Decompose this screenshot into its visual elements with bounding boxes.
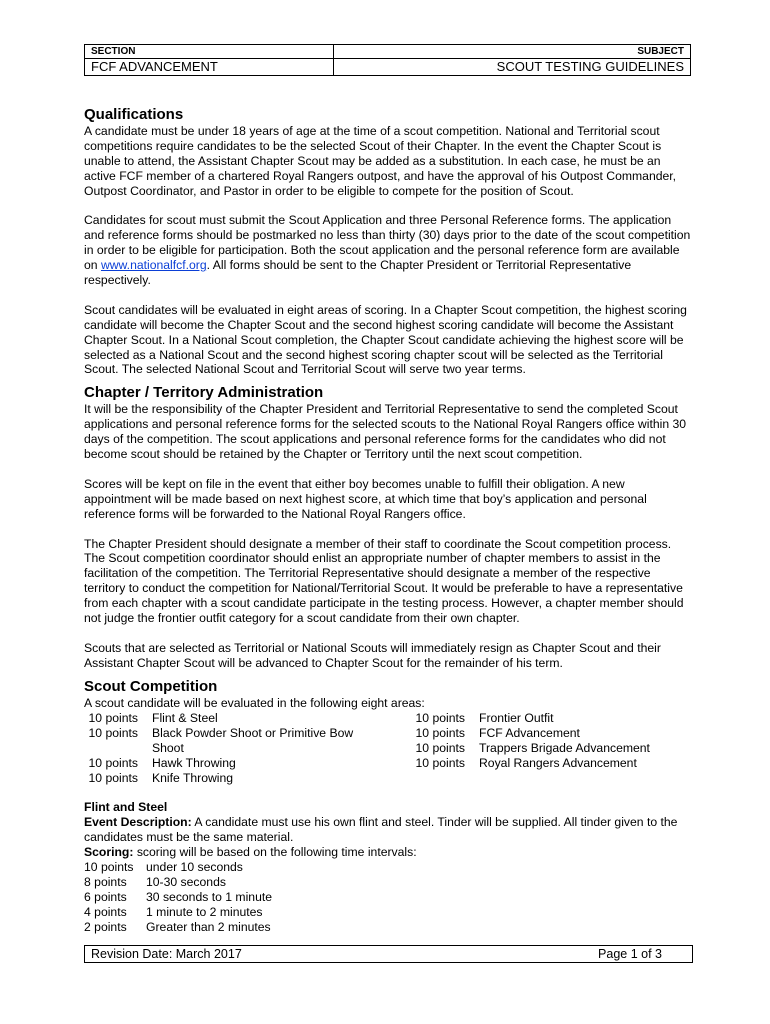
section-label: SECTION [85,45,334,59]
flint-heading: Flint and Steel [84,800,168,815]
area-points: 10 points [88,710,138,725]
header-table [84,44,691,76]
scoring-label: Scoring: [84,845,134,860]
area-points: 10 points [415,740,465,755]
time-points: 8 points [84,874,127,889]
area-item [84,726,353,741]
time-interval: Greater than 2 minutes [146,919,271,934]
revision-date: Revision Date: March 2017 [91,947,242,961]
time-row [84,875,692,890]
area-points: 10 points [88,755,138,770]
area-name: Royal Rangers Advancement [479,755,637,770]
time-row [84,920,692,935]
area-name: Trappers Brigade Advancement [479,740,650,755]
qualifications-p2-text-before: Candidates for scout must submit the Scout Application and three Personal Reference forms. The application and reference forms should be postmarked no less than thirty (30) days prior to the date of the scout competition in order to be eligible for participation. Both the scout application and the personal reference form are available on [84,213,691,273]
area-name: Frontier Outfit [479,710,554,725]
area-name: Knife Throwing [152,770,234,785]
time-interval: 10-30 seconds [146,874,226,889]
area-points: 10 points [415,755,465,770]
event-description-text: A candidate must use his own flint and steel. Tinder will be supplied. All tinder given to the candidates must be the same material. [84,815,678,845]
time-points: 6 points [84,889,127,904]
area-item [84,756,236,771]
time-interval: 1 minute to 2 minutes [146,904,263,919]
area-name: Flint & Steel [152,710,218,725]
chapter-heading: Chapter / Territory Administration [84,384,324,402]
scoring-areas [84,711,692,786]
flint-event-description [84,815,692,845]
competition-intro: A scout candidate will be evaluated in the following eight areas: [84,695,425,710]
chapter-paragraph-1: It will be the responsibility of the Chapter President and Territorial Representative to send the completed Scout applications and personal reference forms for the selected scouts to the National Royal Rangers office within 30 days of the competition. The scout applications and personal reference forms for the candidates who did not become scout should be retained by the Chapter or Territory until the next scout competition. [84,402,687,462]
time-points: 2 points [84,919,127,934]
subject-value: SCOUT TESTING GUIDELINES [334,59,691,76]
area-name: FCF Advancement [479,725,580,740]
area-name: Shoot [152,740,184,755]
area-points: 10 points [415,710,465,725]
area-item [411,756,637,771]
area-item [411,711,554,726]
time-interval: under 10 seconds [146,860,243,875]
time-row [84,860,692,875]
time-interval: 30 seconds to 1 minute [146,889,273,904]
qualifications-heading: Qualifications [84,106,184,123]
chapter-paragraph-2: Scores will be kept on file in the event that either boy becomes unable to fulfill their obligation. A new appointment will be made based on next highest score, at which time that boy’s application and personal reference forms will be forwarded to the National Royal Rangers office. [84,476,647,521]
qualifications-paragraph-3: Scout candidates will be evaluated in eight areas of scoring. In a Chapter Scout competition, the highest scoring candidate will become the Chapter Scout and the second highest scoring candidate will become the Assistant Chapter Scout. In a National Scout completion, the Chapter Scout candidate achieving the highest score will be selected as a National Scout and the second highest scoring chapter scout will be selected as the Territorial Scout. The selected National Scout and Territorial Scout will serve two year terms. [84,302,687,377]
nationalfcf-link[interactable]: www.nationalfcf.org [100,258,207,273]
area-points: 10 points [415,725,465,740]
area-item [84,741,184,756]
chapter-paragraph-4: Scouts that are selected as Territorial or National Scouts will immediately resign as Chapter Scout and their Assistant Chapter Scout will be advanced to Chapter Scout for the remainder of his term. [84,640,661,670]
area-name: Hawk Throwing [152,755,236,770]
time-row [84,905,692,920]
section-value: FCF ADVANCEMENT [85,59,334,76]
page-footer [84,945,693,963]
time-row [84,890,692,905]
subject-label: SUBJECT [334,45,691,59]
page-number: Page 1 of 3 [598,947,662,961]
chapter-paragraph-3: The Chapter President should designate a member of their staff to coordinate the Scout competition process. The Scout competition coordinator should enlist an appropriate number of chapter members to assist in the facilitation of the competition. The Territorial Representative should designate a member of the respective territory to conduct the competition for National/Territorial Scout. It would be preferable to have a representative from each chapter with a scout candidate participate in the testing process. However, a chapter member should not judge the frontier outfit category for a scout candidate from their own chapter. [84,536,684,626]
area-name: Black Powder Shoot or Primitive Bow [152,725,354,740]
time-intervals [84,860,692,935]
area-item [84,771,233,786]
qualifications-paragraph-1: A candidate must be under 18 years of age at the time of a scout competition. National and Territorial scout competitions require candidates to be the selected Scout of their Chapter. In the event the Chapter Scout is unable to attend, the Assistant Chapter Scout may be added as a substitution. In each case, he must be an active FCF member of a chartered Royal Rangers outpost, and have the approval of his Outpost Commander, Outpost Coordinator, and Pastor in order to be eligible to compete for the position of Scout. [84,124,677,198]
time-points: 10 points [84,860,134,875]
scoring-text: scoring will be based on the following time intervals: [133,845,417,860]
area-points: 10 points [88,725,138,740]
qualifications-paragraph-2 [84,213,692,288]
event-description-label: Event Description: [84,815,192,830]
document-page [84,44,692,935]
flint-scoring [84,845,692,860]
qualifications-p2-text-after: . All forms should be sent to the Chapter President or Territorial Representative respectively. [84,258,632,288]
time-points: 4 points [84,904,127,919]
area-item [84,711,218,726]
area-item [411,726,580,741]
area-item [411,741,650,756]
area-points: 10 points [88,770,138,785]
competition-heading: Scout Competition [84,677,218,695]
